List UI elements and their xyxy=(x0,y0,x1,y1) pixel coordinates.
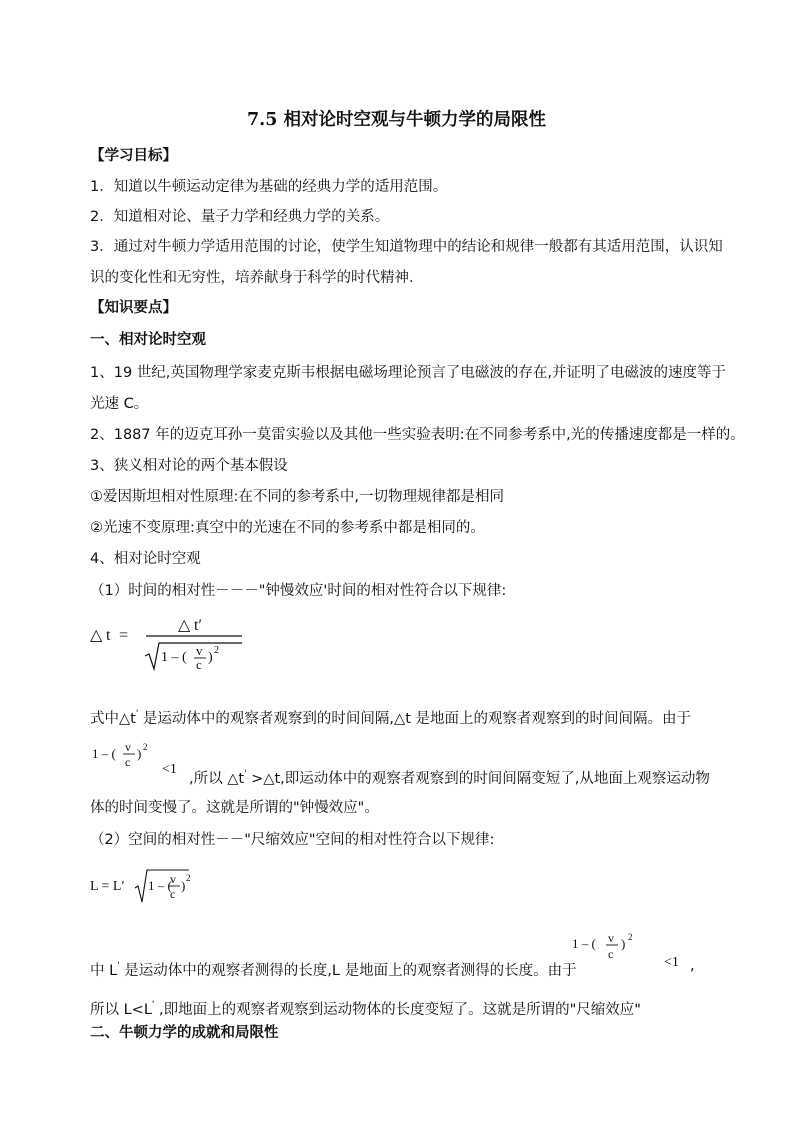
time-relativity-intro: （1）时间的相对性－－－"钟慢效应'时间的相对性符合以下规律: xyxy=(90,583,507,599)
svg-text:=: = xyxy=(119,627,129,644)
paragraph-1-cont: 光速 C。 xyxy=(90,396,149,412)
space-relativity-intro: （2）空间的相对性－－"尺缩效应"空间的相对性符合以下规律: xyxy=(90,832,495,848)
svg-text:): ) xyxy=(137,746,142,761)
length-conclusion: 所以 L<L' ,即地面上的观察者观察到运动物体的长度变短了。这就是所谓的"尺缩效应" xyxy=(90,1000,641,1018)
length-explanation: 中 L' 是运动体中的观察者测得的长度,L 是地面上的观察者测得的长度。由于 xyxy=(90,961,577,979)
svg-text:1 – (: 1 – ( xyxy=(92,746,116,761)
svg-text:v: v xyxy=(196,643,203,658)
svg-text:1 – (: 1 – ( xyxy=(148,878,172,893)
condition-formula-length xyxy=(570,930,700,972)
svg-text:c: c xyxy=(608,947,614,961)
page-title: 7.5 相对论时空观与牛顿力学的局限性 xyxy=(246,110,547,130)
svg-text:2: 2 xyxy=(143,742,148,752)
svg-text:t: t xyxy=(106,627,111,644)
condition-formula-time xyxy=(90,738,190,778)
svg-text:△: △ xyxy=(178,617,191,634)
svg-text:): ) xyxy=(208,650,213,665)
svg-text:<1: <1 xyxy=(162,762,177,777)
time-explanation: 式中△t' 是运动体中的观察者观察到的时间间隔,△t 是地面上的观察者观察到的时间间隔。由于 xyxy=(90,709,691,727)
svg-text:c: c xyxy=(170,887,176,901)
svg-text:<1: <1 xyxy=(664,955,679,970)
svg-text:1 – (: 1 – ( xyxy=(161,650,187,665)
svg-text:2: 2 xyxy=(186,873,191,883)
svg-text:t′: t′ xyxy=(194,617,202,634)
time-dilation-formula xyxy=(90,612,250,674)
objective-item-3: 3．通过对牛顿力学适用范围的讨论，使学生知道物理中的结论和规律一般都有其适用范围，认识知 xyxy=(90,239,723,255)
svg-text:): ) xyxy=(181,878,186,893)
svg-text:1 – (: 1 – ( xyxy=(572,936,596,951)
svg-text:v: v xyxy=(125,740,131,754)
section-2-heading: 二、牛顿力学的成就和局限性 xyxy=(90,1025,279,1041)
length-contraction-formula xyxy=(90,866,200,908)
paragraph-1: 1、19 世纪,英国物理学家麦克斯韦根据电磁场理论预言了电磁波的存在,并证明了电磁波的速度等于 xyxy=(90,365,726,381)
objectives-heading: 【学习目标】 xyxy=(90,148,177,164)
svg-text:2: 2 xyxy=(214,645,219,656)
time-conclusion: 体的时间变慢了。这就是所谓的"钟慢效应"。 xyxy=(90,800,379,816)
knowledge-heading: 【知识要点】 xyxy=(90,300,177,316)
svg-text:v: v xyxy=(170,872,176,886)
svg-text:c: c xyxy=(196,657,202,672)
paragraph-2: 2、1887 年的迈克耳孙一莫雷实验以及其他一些实验表明:在不同参考系中,光的传播速度都是一样的。 xyxy=(90,427,745,443)
objective-item-1: 1．知道以牛顿运动定律为基础的经典力学的适用范围。 xyxy=(90,179,448,195)
svg-text:v: v xyxy=(608,931,614,945)
postulate-2: ②光速不变原理:真空中的光速在不同的参考系中都是相同的。 xyxy=(90,520,485,536)
svg-text:△: △ xyxy=(90,627,103,644)
paragraph-4: 4、相对论时空观 xyxy=(90,551,201,567)
svg-text:c: c xyxy=(125,755,131,769)
section-1-heading: 一、相对论时空观 xyxy=(90,332,206,348)
objective-item-3-cont: 识的变化性和无穷性，培养献身于科学的时代精神． xyxy=(90,270,424,286)
svg-text:2: 2 xyxy=(628,932,633,942)
length-comma: , xyxy=(690,958,695,974)
time-since-text: ,所以 △t' >△t,即运动体中的观察者观察到的时间间隔变短了,从地面上观察运动物 xyxy=(189,769,710,787)
paragraph-3: 3、狭义相对论的两个基本假设 xyxy=(90,458,288,474)
svg-text:): ) xyxy=(621,936,626,951)
postulate-1: ①爱因斯坦相对性原理:在不同的参考系中,一切物理规律都是相同 xyxy=(90,489,504,505)
svg-text:L = L′: L = L′ xyxy=(90,879,125,894)
objective-item-2: 2．知道相对论、量子力学和经典力学的关系。 xyxy=(90,209,390,225)
